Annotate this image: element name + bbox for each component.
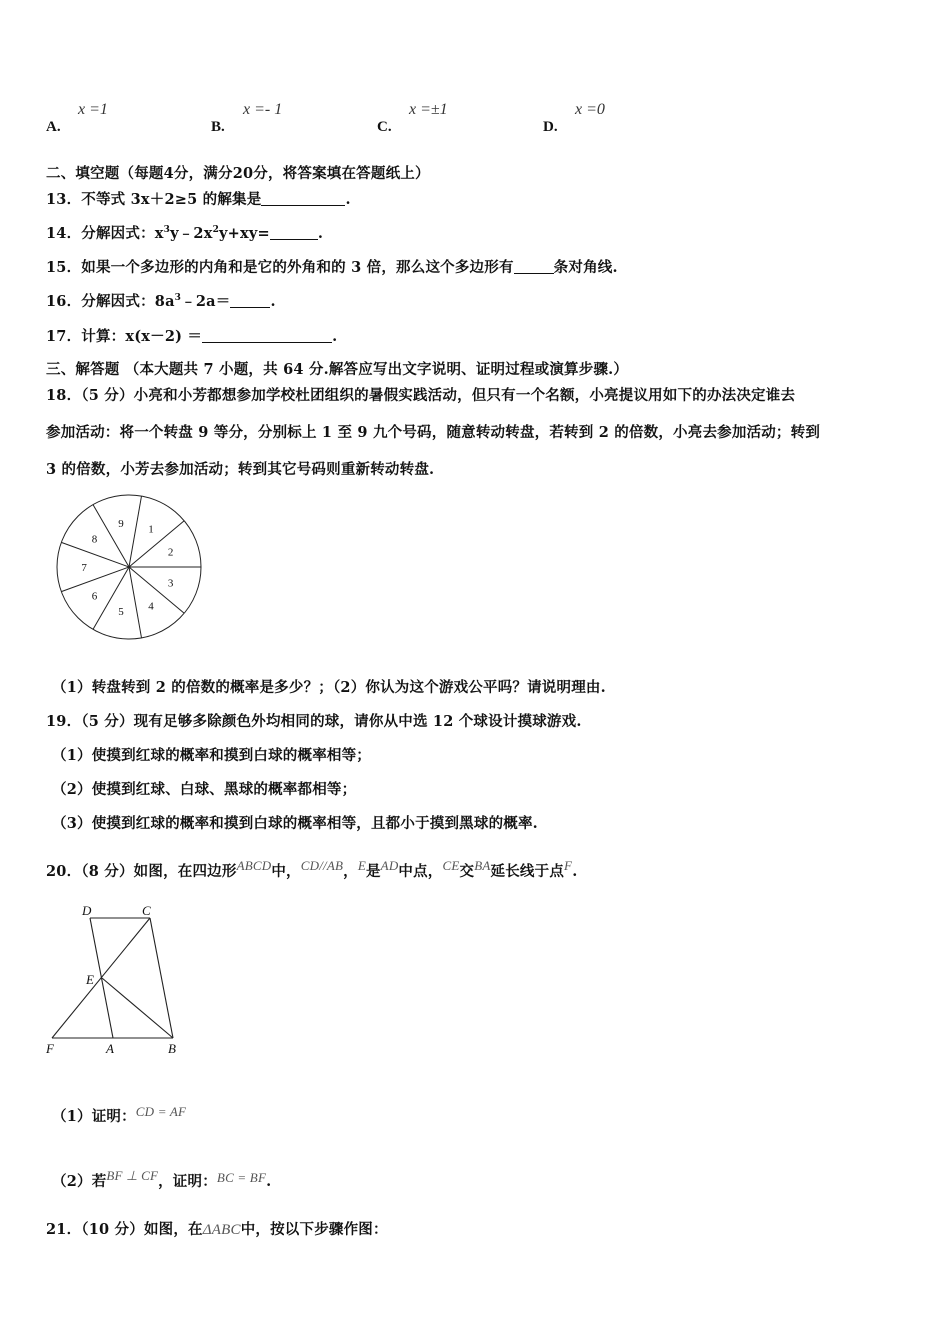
q16-mid: ﹣2a＝	[181, 293, 231, 310]
label-c: C	[142, 903, 151, 918]
q19-line-1: 19．（5 分）现有足够多除颜色外均相同的球，请你从中选 12 个球设计摸球游戏.	[46, 713, 582, 730]
q20-sub2-pre: （2）若	[52, 1173, 107, 1190]
q20-sub1-math: CD = AF	[135, 1104, 187, 1119]
q17-pre: 17．计算：x(x－2) ＝	[46, 328, 203, 345]
answer-blank	[514, 259, 554, 274]
segment-cb	[150, 918, 173, 1038]
spinner-radius	[129, 567, 142, 638]
q20-sub2-mid: ，证明：	[158, 1173, 217, 1190]
question-14	[46, 222, 323, 243]
q20-sub-2	[52, 1168, 271, 1191]
question-15	[46, 256, 618, 277]
q20-t3: ，	[343, 863, 358, 880]
q16-end: .	[270, 293, 276, 310]
spinner-label: 5	[118, 606, 124, 618]
label-e: E	[86, 972, 94, 987]
option-c	[377, 116, 392, 136]
answer-blank	[261, 191, 345, 206]
q18-subquestions: （1）转盘转到 2 的倍数的概率是多少？；（2）你认为这个游戏公平吗？请说明理由.	[52, 679, 606, 696]
spinner-radius	[129, 521, 184, 567]
spinner-label: 4	[148, 600, 154, 613]
q13-end: .	[345, 191, 351, 208]
option-d-math: x =0	[575, 101, 605, 118]
q20-sub1-pre: （1）证明：	[52, 1108, 136, 1125]
q14-end: .	[317, 225, 324, 242]
q20-sub2-math-1: BF ⊥ CF	[106, 1168, 159, 1183]
q18-line-1: 18．（5 分）小亮和小芳都想参加学校杜团组织的暑假实践活动，但只有一个名额，小亮提议用如下的办法决定谁去	[46, 387, 796, 404]
q20-t7: 延长线于点	[490, 863, 565, 880]
q16-pre: 16．分解因式：8a	[46, 293, 175, 310]
q20-t8: .	[572, 863, 578, 880]
q14-sup-1: 3	[163, 225, 171, 236]
option-c-math: x =±1	[409, 101, 448, 118]
quadrilateral-figure	[40, 898, 190, 1060]
q15-post: 条对角线.	[553, 259, 618, 276]
spinner-label: 3	[167, 577, 174, 590]
q20-m4: AD	[380, 858, 399, 873]
q20-m7: F	[564, 858, 573, 873]
q20-m2: CD//AB	[300, 858, 344, 873]
option-letter: D.	[543, 119, 558, 135]
q21-pre: 21．（10 分）如图，在	[46, 1221, 203, 1238]
q20-t5: 中点，	[398, 863, 443, 880]
q20-t4: 是	[365, 863, 381, 880]
spinner-label: 6	[91, 590, 98, 603]
question-20	[46, 858, 577, 881]
q20-m3: E	[357, 858, 366, 873]
spinner-label: 2	[167, 546, 174, 559]
spinner-radius	[129, 567, 184, 613]
section-3-header: 三、解答题 （本大题共 7 小题，共 64 分.解答应写出文字说明、证明过程或演算步骤.）	[46, 361, 629, 378]
spinner-radius	[129, 496, 142, 567]
question-21	[46, 1218, 388, 1239]
q21-post: 中，按以下步骤作图：	[240, 1221, 388, 1238]
option-b	[211, 116, 225, 136]
option-letter: B.	[211, 119, 225, 135]
q16-sup: 3	[174, 293, 182, 304]
q14-pre: 14．分解因式：x	[46, 225, 164, 242]
q20-sub2-end: .	[266, 1173, 272, 1190]
segment-eb	[102, 978, 173, 1038]
q20-sub-1	[52, 1104, 186, 1126]
spinner-radius	[93, 567, 129, 629]
question-13	[46, 188, 351, 209]
q14-mid-2: y+xy=	[219, 225, 270, 242]
q19-sub-2: （2）使摸到红球、白球、黑球的概率都相等；	[52, 781, 357, 798]
q14-sup-2: 2	[212, 225, 220, 236]
spinner-figure	[50, 492, 210, 642]
q19-sub-1: （1）使摸到红球的概率和摸到白球的概率相等；	[52, 747, 371, 764]
q20-m1: ABCD	[236, 858, 272, 873]
segment-cf	[52, 918, 150, 1038]
q17-end: .	[332, 328, 338, 345]
label-f: F	[46, 1041, 54, 1056]
option-a-math: x =1	[78, 101, 108, 118]
q20-m5: CE	[442, 858, 460, 873]
q20-t1: 20．（8 分）如图，在四边形	[46, 863, 237, 880]
section-2-header: 二、填空题（每题4分，满分20分，将答案填在答题纸上）	[46, 165, 430, 182]
q14-mid-1: y﹣2x	[170, 225, 213, 242]
spinner-radius	[61, 567, 129, 592]
q13-text: 13．不等式 3x＋2≥5 的解集是	[46, 191, 262, 208]
option-letter: A.	[46, 119, 61, 135]
option-d	[543, 116, 558, 136]
spinner-radius	[61, 542, 129, 567]
question-16	[46, 290, 276, 311]
label-d: D	[82, 903, 92, 918]
q20-t2: 中，	[271, 863, 301, 880]
answer-blank	[270, 225, 318, 240]
q21-math: ΔABC	[202, 1222, 241, 1238]
answer-blank	[202, 328, 332, 343]
option-letter: C.	[377, 119, 392, 135]
q20-sub2-math-2: BC = BF	[216, 1170, 267, 1185]
spinner-label: 9	[118, 518, 124, 530]
q19-sub-3: （3）使摸到红球的概率和摸到白球的概率相等，且都小于摸到黑球的概率.	[52, 815, 538, 832]
option-b-math: x =- 1	[243, 101, 283, 118]
q20-m6: BA	[474, 858, 491, 873]
spinner-label: 7	[81, 562, 87, 574]
spinner-label: 1	[148, 523, 154, 536]
answer-blank	[230, 293, 270, 308]
q15-pre: 15．如果一个多边形的内角和是它的外角和的 3 倍，那么这个多边形有	[46, 259, 514, 276]
q18-line-3: 3 的倍数，小芳去参加活动；转到其它号码则重新转动转盘.	[46, 461, 435, 478]
spinner-radius	[93, 505, 129, 567]
question-17	[46, 325, 337, 346]
q20-t6: 交	[459, 863, 475, 880]
spinner-label: 8	[91, 533, 98, 546]
label-b: B	[168, 1041, 176, 1056]
label-a: A	[106, 1041, 114, 1056]
option-a	[46, 116, 61, 136]
q18-line-2: 参加活动：将一个转盘 9 等分，分别标上 1 至 9 九个号码，随意转动转盘，若转到 2 的倍数，小亮去参加活动；转到	[46, 424, 821, 441]
